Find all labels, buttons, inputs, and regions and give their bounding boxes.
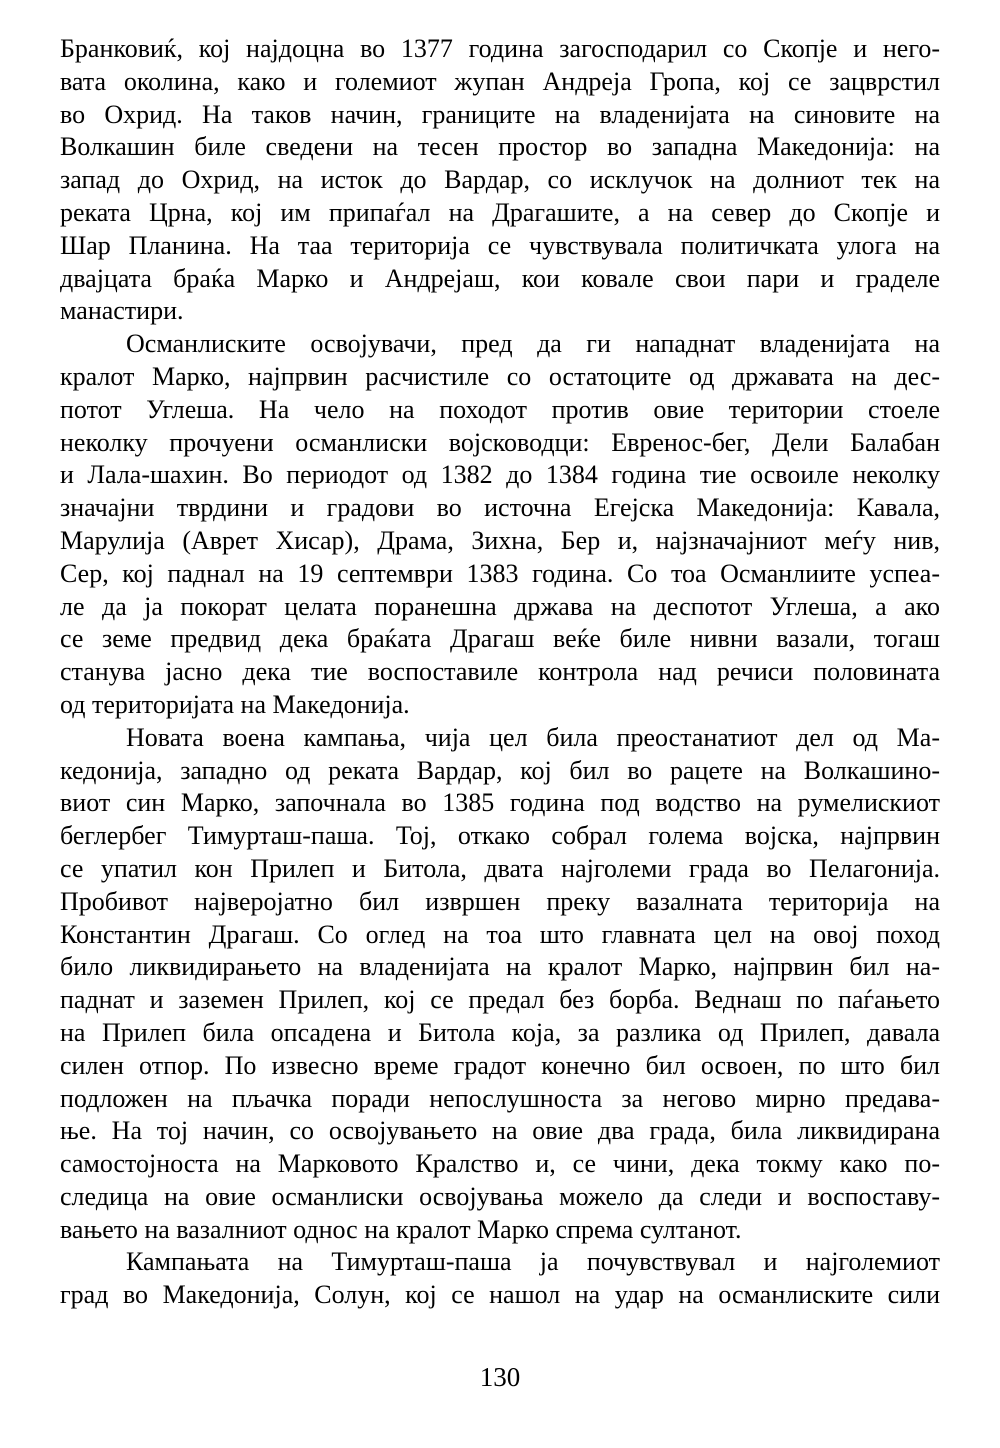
paragraph — [60, 33, 940, 328]
text-line: во Охрид. На таков начин, границите на владенијата на синовите на — [60, 99, 940, 129]
text-line: град во Македонија, Солун, кој се нашол на удар на османлиските сили — [60, 1280, 940, 1310]
text-line: ње. На тој начин, со освојувањето на овие два града, била ликвидирана — [60, 1116, 940, 1146]
text-line: Волкашин биле сведени на тесен простор во западна Македонија: на — [60, 132, 940, 162]
text-line: Бранковиќ, кој најдоцна во 1377 година загосподарил со Скопје и него- — [60, 34, 940, 63]
text-line: двајцата браќа Марко и Андрејаш, кои ковале свои пари и граделе — [60, 263, 940, 293]
text-line: значајни тврдини и градови во источна Егејска Македонија: Кавала, — [60, 493, 940, 523]
text-line: кедонија, западно од реката Вардар, кој бил во рацете на Волкашино- — [60, 755, 940, 785]
text-line: следица на овие османлиски освојувања можело да следи и воспоставу- — [60, 1181, 940, 1211]
text-line: силен отпор. По извесно време градот конечно бил освоен, по што бил — [60, 1050, 940, 1080]
text-line: Константин Драгаш. Со оглед на тоа што главната цел на овој поход — [60, 919, 940, 949]
text-line: Пробивот најверојатно бил извршен преку вазалната територија на — [60, 886, 940, 916]
text-line: на Прилеп била опсадена и Битола која, за разлика од Прилеп, давала — [60, 1017, 940, 1047]
text-line: кралот Марко, најпрвин расчистиле со остатоците од државата на дес- — [60, 361, 940, 391]
text-line: Марулија (Аврет Хисар), Драма, Зихна, Бер и, најзначајниот меѓу нив, — [60, 525, 940, 555]
text-line: Кампањата на Тимурташ-паша ја почувствувал и најголемиот — [126, 1247, 940, 1277]
text-line: Сер, кој паднал на 19 септември 1383 година. Со тоа Османлиите успеа- — [60, 558, 940, 588]
text-line: и Лала-шахин. Во периодот од 1382 до 1384 година тие освоиле неколку — [60, 460, 940, 490]
page-number: 130 — [479, 1362, 521, 1392]
text-line: станува јасно дека тие воспоставиле контрола над речиси половината — [60, 657, 940, 687]
text-line: Османлиските освојувачи, пред да ги нападнат владенијата на — [126, 329, 940, 359]
text-line: потот Углеша. На чело на походот против овие територии стоеле — [60, 394, 940, 424]
text-line: беглербег Тимурташ-паша. Тој, откако собрал голема војска, најпрвин — [60, 821, 940, 851]
text-line: виот син Марко, започнала во 1385 година под водство на румелискиот — [60, 788, 940, 818]
text-line: запад до Охрид, на исток до Вардар, со исклучок на долниот тек на — [60, 165, 940, 195]
text-line: се земе предвид дека браќата Драгаш веќе биле нивни вазали, тогаш — [60, 624, 940, 654]
text-line: Новата воена кампања, чија цел била преостанатиот дел од Ма- — [126, 722, 940, 752]
text-line: манастири. — [60, 296, 184, 326]
text-line: вата околина, како и големиот жупан Андреја Гропа, кој се зацврстил — [60, 66, 940, 96]
text-line: реката Црна, кој им припаѓал на Драгашите, а на север до Скопје и — [60, 197, 940, 227]
paragraph — [60, 1246, 940, 1312]
paragraph — [60, 328, 940, 722]
text-line: од територијата на Македонија. — [60, 689, 410, 719]
text-line: се упатил кон Прилеп и Битола, двата најголеми града во Пелагонија. — [60, 853, 940, 883]
text-line: било ликвидирањето на владенијата на кралот Марко, најпрвин бил на- — [60, 952, 940, 982]
text-line: ле да ја покорат целата поранешна држава на деспотот Углеша, а ако — [60, 591, 940, 621]
text-line: вањето на вазалниот однос на кралот Марко спрема султанот. — [60, 1214, 742, 1244]
text-line: неколку прочуени османлиски војсководци: Евренос-бег, Дели Балабан — [60, 427, 940, 457]
text-line: Шар Планина. На таа територија се чувствувала политичката улога на — [60, 230, 940, 260]
paragraph — [60, 722, 940, 1247]
text-line: паднат и заземен Прилеп, кој се предал без борба. Веднаш по паѓањето — [60, 985, 940, 1015]
text-line: подложен на пљачка поради непослушноста за негово мирно предава- — [60, 1083, 940, 1113]
text-line: самостојноста на Марковото Кралство и, се чини, дека токму како по- — [60, 1149, 940, 1179]
